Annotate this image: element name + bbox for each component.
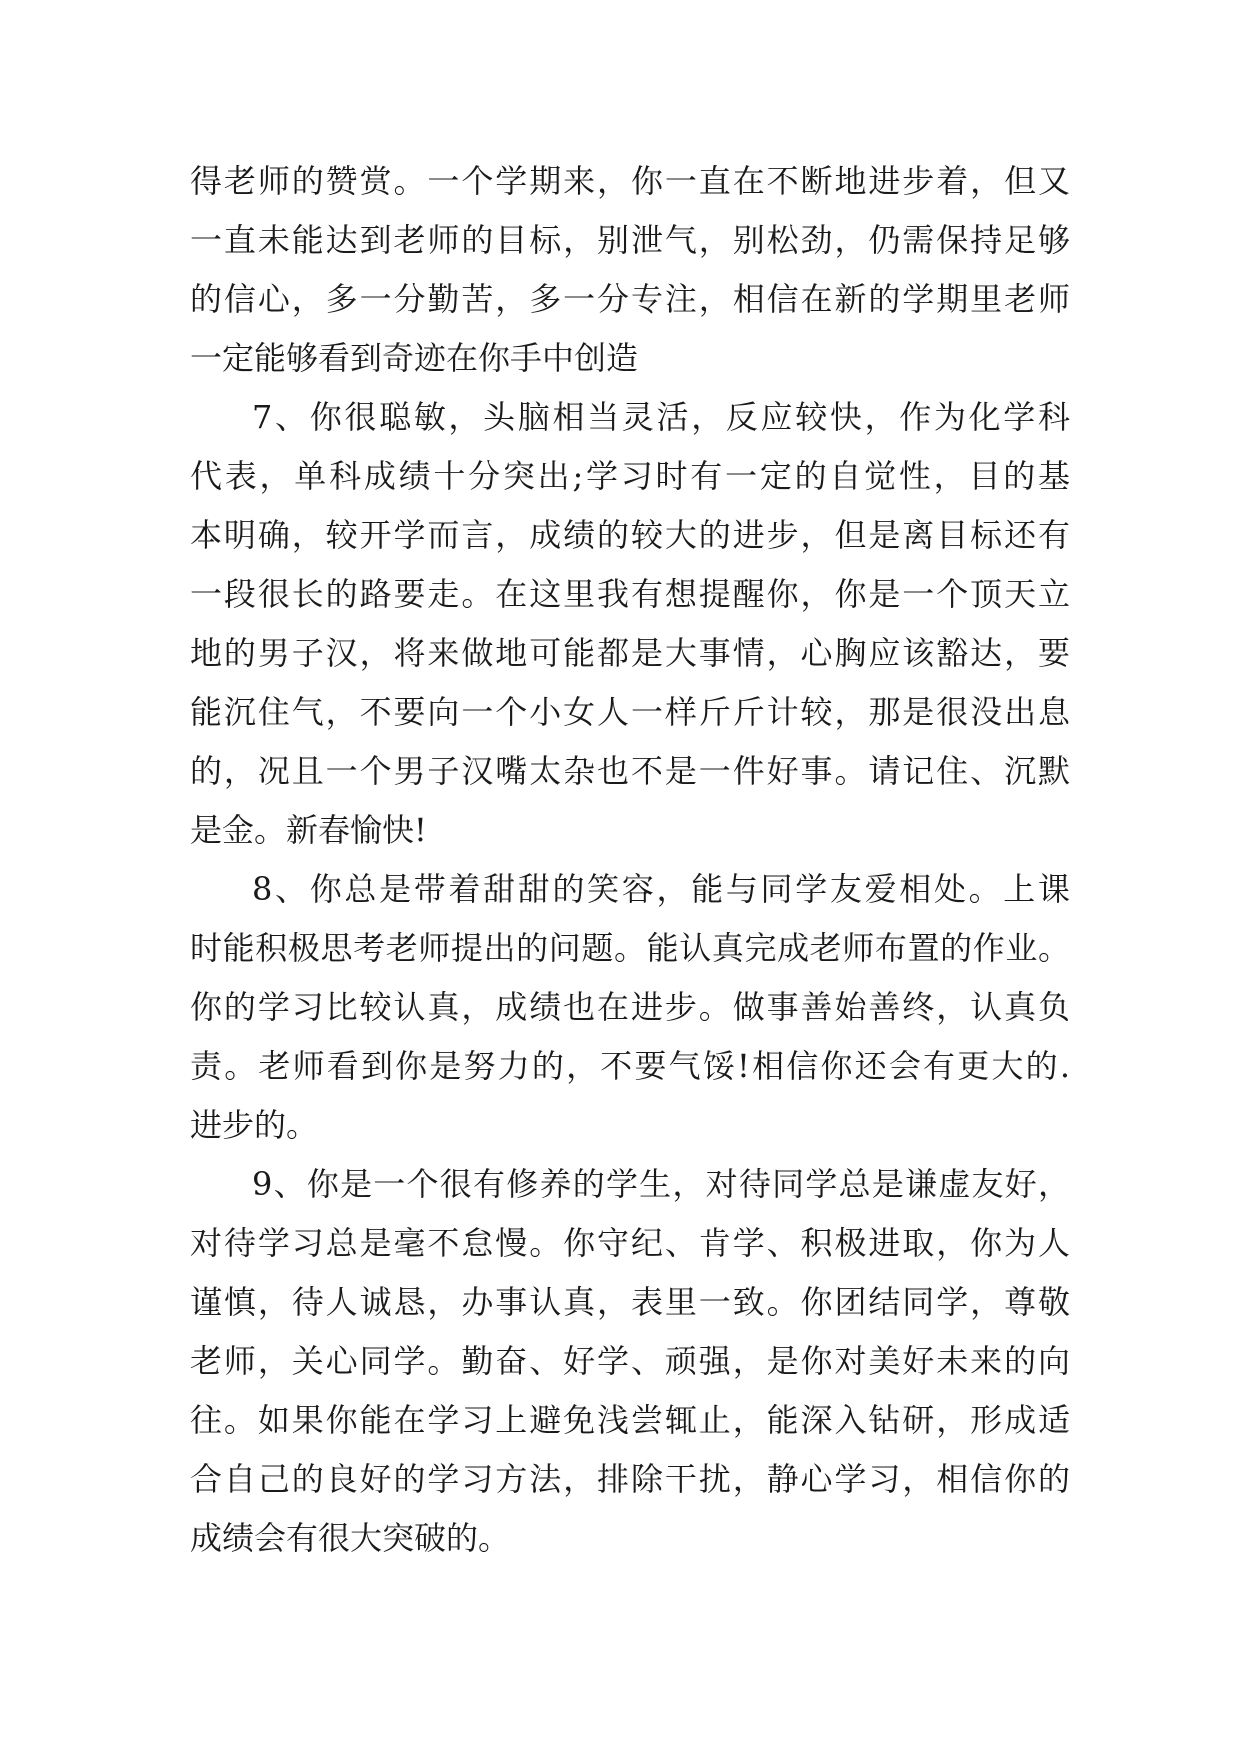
text-line: 进步的。	[190, 1106, 319, 1144]
text-line: 的信心，多一分勤苦，多一分专注，相信在新的学期里老师	[190, 280, 1070, 318]
text-line: 9、你是一个很有修养的学生，对待同学总是谦虚友好，	[252, 1165, 1070, 1203]
text-line: 本明确，较开学而言，成绩的较大的进步，但是离目标还有	[190, 516, 1070, 554]
paragraph-8	[190, 860, 1070, 1155]
text-line: 得老师的赞赏。一个学期来，你一直在不断地进步着，但又	[190, 162, 1070, 200]
text-line: 成绩会有很大突破的。	[190, 1519, 511, 1557]
document-body	[190, 152, 1070, 1568]
paragraph-9	[190, 1155, 1070, 1568]
text-line: 的，况且一个男子汉嘴太杂也不是一件好事。请记住、沉默	[190, 752, 1070, 790]
text-line: 一段很长的路要走。在这里我有想提醒你，你是一个顶天立	[190, 575, 1070, 613]
text-line: 能沉住气，不要向一个小女人一样斤斤计较，那是很没出息	[190, 693, 1070, 731]
paragraph-6-continuation	[190, 152, 1070, 388]
text-line: 地的男子汉，将来做地可能都是大事情，心胸应该豁达，要	[190, 634, 1070, 672]
text-line: 对待学习总是毫不怠慢。你守纪、肯学、积极进取，你为人	[190, 1224, 1070, 1262]
text-line: 一直未能达到老师的目标，别泄气，别松劲，仍需保持足够	[190, 221, 1070, 259]
text-line: 代表，单科成绩十分突出;学习时有一定的自觉性，目的基	[190, 457, 1070, 495]
text-line: 合自己的良好的学习方法，排除干扰，静心学习，相信你的	[190, 1460, 1070, 1498]
text-line: 谨慎，待人诚恳，办事认真，表里一致。你团结同学，尊敬	[190, 1283, 1070, 1321]
text-line: 8、你总是带着甜甜的笑容，能与同学友爱相处。上课	[252, 870, 1070, 908]
text-line: 7、你很聪敏，头脑相当灵活，反应较快，作为化学科	[252, 398, 1070, 436]
text-line: 往。如果你能在学习上避免浅尝辄止，能深入钻研，形成适	[190, 1401, 1070, 1439]
text-line: 责。老师看到你是努力的，不要气馁!相信你还会有更大的.	[190, 1047, 1070, 1085]
text-line: 你的学习比较认真，成绩也在进步。做事善始善终，认真负	[190, 988, 1070, 1026]
paragraph-7	[190, 388, 1070, 860]
text-line: 一定能够看到奇迹在你手中创造	[190, 339, 639, 377]
text-line: 老师，关心同学。勤奋、好学、顽强，是你对美好未来的向	[190, 1342, 1070, 1380]
text-line: 时能积极思考老师提出的问题。能认真完成老师布置的作业。	[190, 929, 1070, 967]
text-line: 是金。新春愉快!	[190, 811, 427, 849]
